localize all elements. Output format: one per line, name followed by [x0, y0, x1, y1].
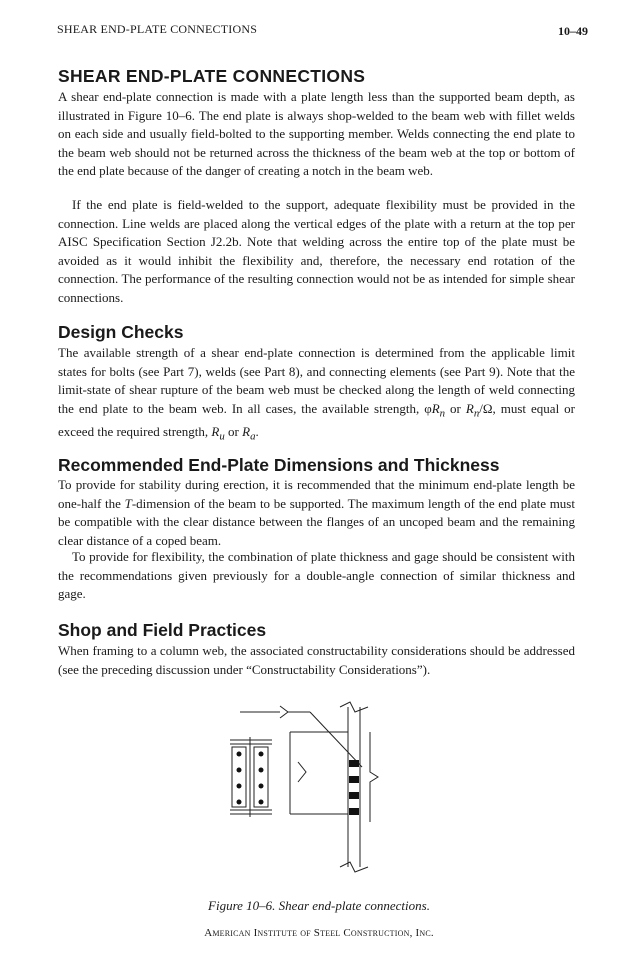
end-plate-dimensions-heading: Recommended End-Plate Dimensions and Thickness: [58, 455, 500, 475]
shear-end-plate-figure: [210, 692, 440, 892]
shop-field-paragraph: When framing to a column web, the associated constructability considerations should be addressed (see the preceding discussion under “Constructability Considerations”).: [58, 643, 575, 677]
page-number: 10–49: [558, 24, 588, 38]
intro-paragraph-1: A shear end-plate connection is made with a plate length less than the supported beam depth, as illustrated in Figure 10–6. The end plate is always shop-welded to the beam web with fillet welds on each side and usually field-bolted to the supporting member. Welds connecting the end plate to the beam web should not be returned across the thickness of the beam web at the top or bottom of the end plate because of the danger of creating a notch in the beam web.: [58, 89, 575, 179]
shop-field-practices-heading: Shop and Field Practices: [58, 620, 267, 640]
figure-caption: Figure 10–6. Shear end-plate connections.: [208, 898, 430, 913]
dimensions-paragraph-2: To provide for flexibility, the combination of plate thickness and gage should be consistent with the recommendations given previously for a double-angle connection of similar thickness and gage.: [58, 549, 575, 602]
dimensions-paragraph-1: To provide for stability during erection, it is recommended that the minimum end-plate length be one-half the T-dimension of the beam to be supported. The maximum length of the end plate must be compatible with the clear distance between the flanges of an uncoped beam and the remaining clear distance of a coped beam.: [58, 477, 575, 548]
running-header: SHEAR END-PLATE CONNECTIONS: [57, 22, 258, 36]
design-checks-paragraph: The available strength of a shear end-plate connection is determined from the applicable limit states for bolts (see Part 7), welds (see Part 8), and connecting elements (see Part 9). Note that the limit-state of shear rupture of the beam web must be checked along the length of weld connecting the end plate to the beam web. In all cases, the available strength, $\varphi R_n$ or $R_n/\Omega$, must equal or exceed the required strength, $R_u$ or $R_a$.: [58, 345, 575, 443]
design-checks-heading: Design Checks: [58, 322, 184, 342]
section-title: SHEAR END-PLATE CONNECTIONS: [58, 66, 366, 86]
intro-paragraph-2: If the end plate is field-welded to the support, adequate flexibility must be provided in the connection. Line welds are placed along the vertical edges of the plate with a return at the top per AISC Specification Section J2.2b. Note that welding across the entire top of the plate must be avoided as it would inhibit the flexibility and, therefore, the necessary end rotation of the connection. The performance of the resulting connection would not be as intended for simple shear connections.: [58, 197, 575, 305]
page-footer: American Institute of Steel Construction, Inc.: [204, 927, 434, 939]
